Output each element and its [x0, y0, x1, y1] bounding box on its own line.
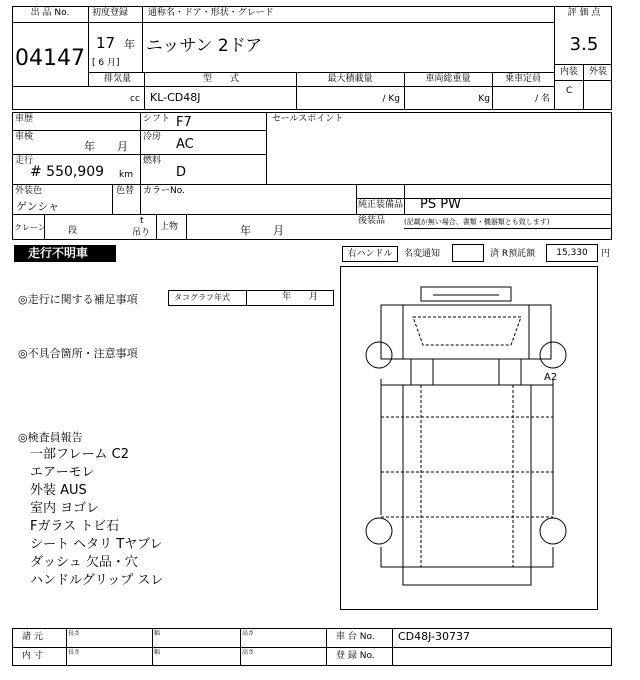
crane-label: クレーン	[14, 223, 46, 232]
maxload-unit: / Kg	[382, 94, 400, 104]
type-label: 型 式	[202, 74, 239, 84]
sales-point-label: セールスポイント	[272, 114, 344, 124]
crane-ton: t	[140, 216, 144, 226]
color-change-label: 色替	[116, 186, 135, 196]
remark-item: シート ヘタリ Tヤブレ	[30, 537, 163, 552]
mileage-value: # 550,909	[30, 164, 105, 180]
inspection-value: 年 月	[84, 140, 128, 153]
accessories-label: 後装品	[358, 216, 386, 226]
remark-item: ダッシュ 欠品・穴	[30, 555, 138, 570]
mileage-unit: km	[119, 170, 133, 180]
color-value: ゲンシャ	[16, 200, 60, 213]
chassis-label: 車 台 No.	[336, 632, 375, 642]
recycle-label: 済 R預託額	[490, 249, 536, 259]
type-value: KL-CD48J	[150, 91, 201, 104]
maxload-label: 最大積載量	[327, 74, 373, 84]
remark-item: ハンドルグリップ スレ	[30, 573, 164, 588]
accessories-note: (記載が無い場合、書類・機器類とも致します)	[404, 218, 550, 226]
color-no-label: カラーNo.	[143, 186, 185, 196]
gvw-unit: Kg	[478, 94, 490, 104]
name-change-box	[452, 244, 484, 262]
tacho-label: タコグラフ年式	[174, 293, 230, 302]
exterior-label: 外装	[588, 67, 607, 77]
footer-length-label: 長さ	[68, 649, 81, 656]
reg-month: [ 6 月]	[92, 58, 120, 68]
crane-tsuri: 吊り	[132, 228, 151, 238]
remark-item: 室内 ヨゴレ	[30, 501, 100, 516]
equipment-label: 純正装備品	[358, 200, 404, 210]
footer-height-label: 高さ	[242, 649, 255, 656]
capacity-unit: / 名	[535, 94, 550, 104]
shift-value: F7	[176, 115, 192, 130]
reg-year-unit: 年	[124, 38, 135, 51]
crane-dan: 段	[68, 226, 78, 236]
remark-item: 外装 AUS	[30, 483, 87, 498]
damage-marking: A2	[544, 372, 558, 383]
joudo-value: 年 月	[240, 224, 284, 237]
remark-item: Fガラス トビ石	[30, 519, 120, 534]
tacho-value: 年 月	[282, 292, 319, 302]
aircon-label: 冷房	[143, 132, 162, 142]
footer-height-label: 高さ	[242, 630, 255, 637]
first-reg-label: 初度登録	[92, 8, 129, 18]
model-desc-label: 通称名・ドア・形状・グレード	[148, 8, 274, 18]
name-change-label: 名変通知	[404, 249, 441, 259]
footer-spec-label: 諸 元	[22, 632, 43, 642]
history-label: 車歴	[15, 114, 34, 124]
interior-score: C	[566, 86, 573, 96]
footer-length-label: 長さ	[68, 630, 81, 637]
score-value: 3.5	[569, 34, 599, 55]
supplement-label: ◎走行に関する補足事項	[18, 293, 138, 306]
truck-outline-icon	[341, 267, 597, 609]
inspection-label: 車検	[15, 132, 34, 142]
equipment-value: PS PW	[420, 197, 461, 212]
capacity-label: 乗車定員	[504, 74, 541, 84]
reg-year: 17	[96, 34, 116, 52]
vehicle-diagram	[340, 266, 598, 610]
recycle-unit: 円	[601, 249, 611, 259]
score-label: 評 価 点	[567, 8, 601, 18]
right-handle-label: 右ハンドル	[347, 249, 393, 259]
remark-item: エアーモレ	[30, 465, 95, 480]
footer-inner-label: 内 寸	[22, 651, 43, 661]
footer-width-label: 幅	[154, 649, 161, 656]
fuel-label: 燃料	[143, 156, 162, 166]
odometer-warning-text: 走行不明車	[28, 246, 89, 260]
inspector-report-label: ◎検査員報告	[18, 431, 83, 444]
remark-item: 一部フレーム C2	[30, 447, 129, 462]
model-desc: ニッサン 2ドア	[146, 36, 263, 56]
mileage-label: 走行	[15, 156, 34, 166]
lot-number: 04147	[15, 46, 85, 71]
fuel-value: D	[176, 165, 187, 180]
defects-label: ◎不具合箇所・注意事項	[18, 347, 138, 360]
color-label: 外装色	[15, 186, 43, 196]
lot-no-label: 出 品 No.	[30, 8, 70, 18]
aircon-value: AC	[176, 137, 194, 152]
displacement-unit: cc	[130, 94, 140, 104]
reg-no-label: 登 録 No.	[336, 651, 375, 661]
footer-width-label: 幅	[154, 630, 161, 637]
chassis-number: CD48J-30737	[398, 630, 470, 643]
gvw-label: 車両総重量	[425, 74, 471, 84]
joudo-label: 上物	[160, 222, 179, 232]
interior-label: 内装	[559, 67, 578, 77]
recycle-value: 15,330	[556, 248, 588, 258]
shift-label: シフト	[143, 114, 171, 124]
displacement-label: 排気量	[104, 74, 132, 84]
